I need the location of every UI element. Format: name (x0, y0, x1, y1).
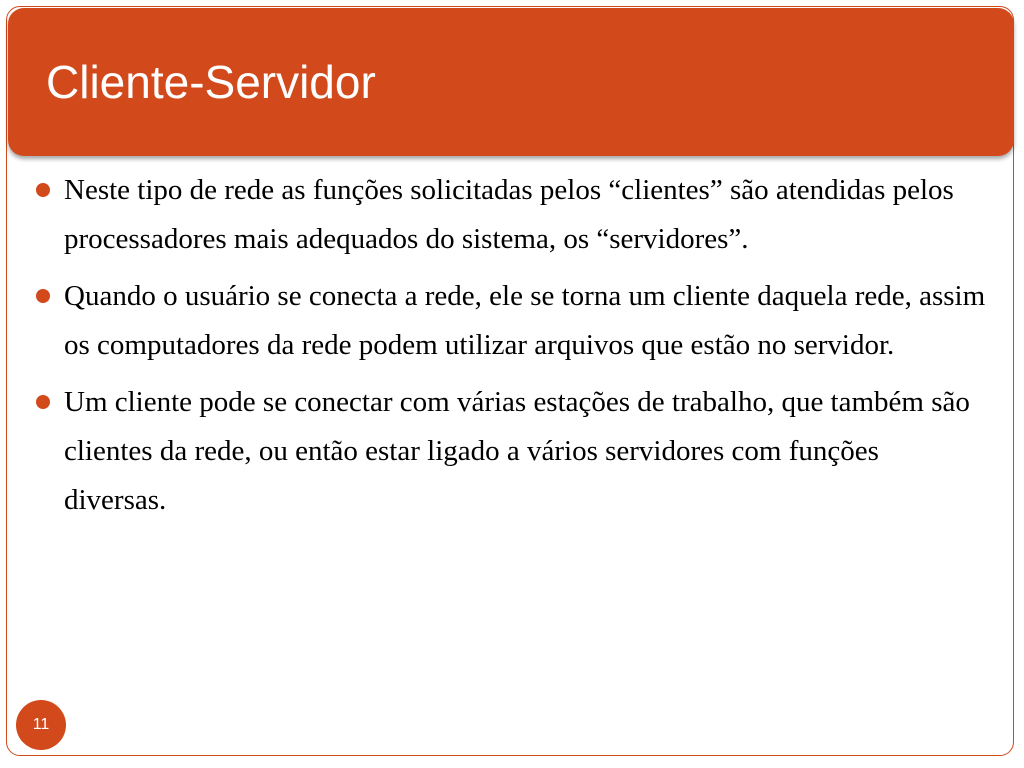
bullet-text: Neste tipo de rede as funções solicitadas pelos “clientes” são atendidas pelos processadores mais adequados do sistema, os “servidores”. (64, 174, 954, 255)
bullet-dot-icon (36, 395, 50, 409)
slide-title: Cliente-Servidor (46, 56, 376, 108)
bullet-item (36, 166, 986, 264)
bullet-list (36, 166, 986, 533)
title-bar (8, 8, 1014, 156)
page-number-badge (16, 700, 66, 750)
bullet-text: Um cliente pode se conectar com várias estações de trabalho, que também são clientes da rede, ou então estar ligado a vários servidores com funções diversas. (64, 386, 970, 516)
bullet-dot-icon (36, 289, 50, 303)
bullet-item (36, 272, 986, 370)
bullet-text: Quando o usuário se conecta a rede, ele se torna um cliente daquela rede, assim os computadores da rede podem utilizar arquivos que estão no servidor. (64, 280, 986, 361)
page-number: 11 (32, 716, 50, 733)
bullet-dot-icon (36, 183, 50, 197)
bullet-item (36, 378, 986, 525)
